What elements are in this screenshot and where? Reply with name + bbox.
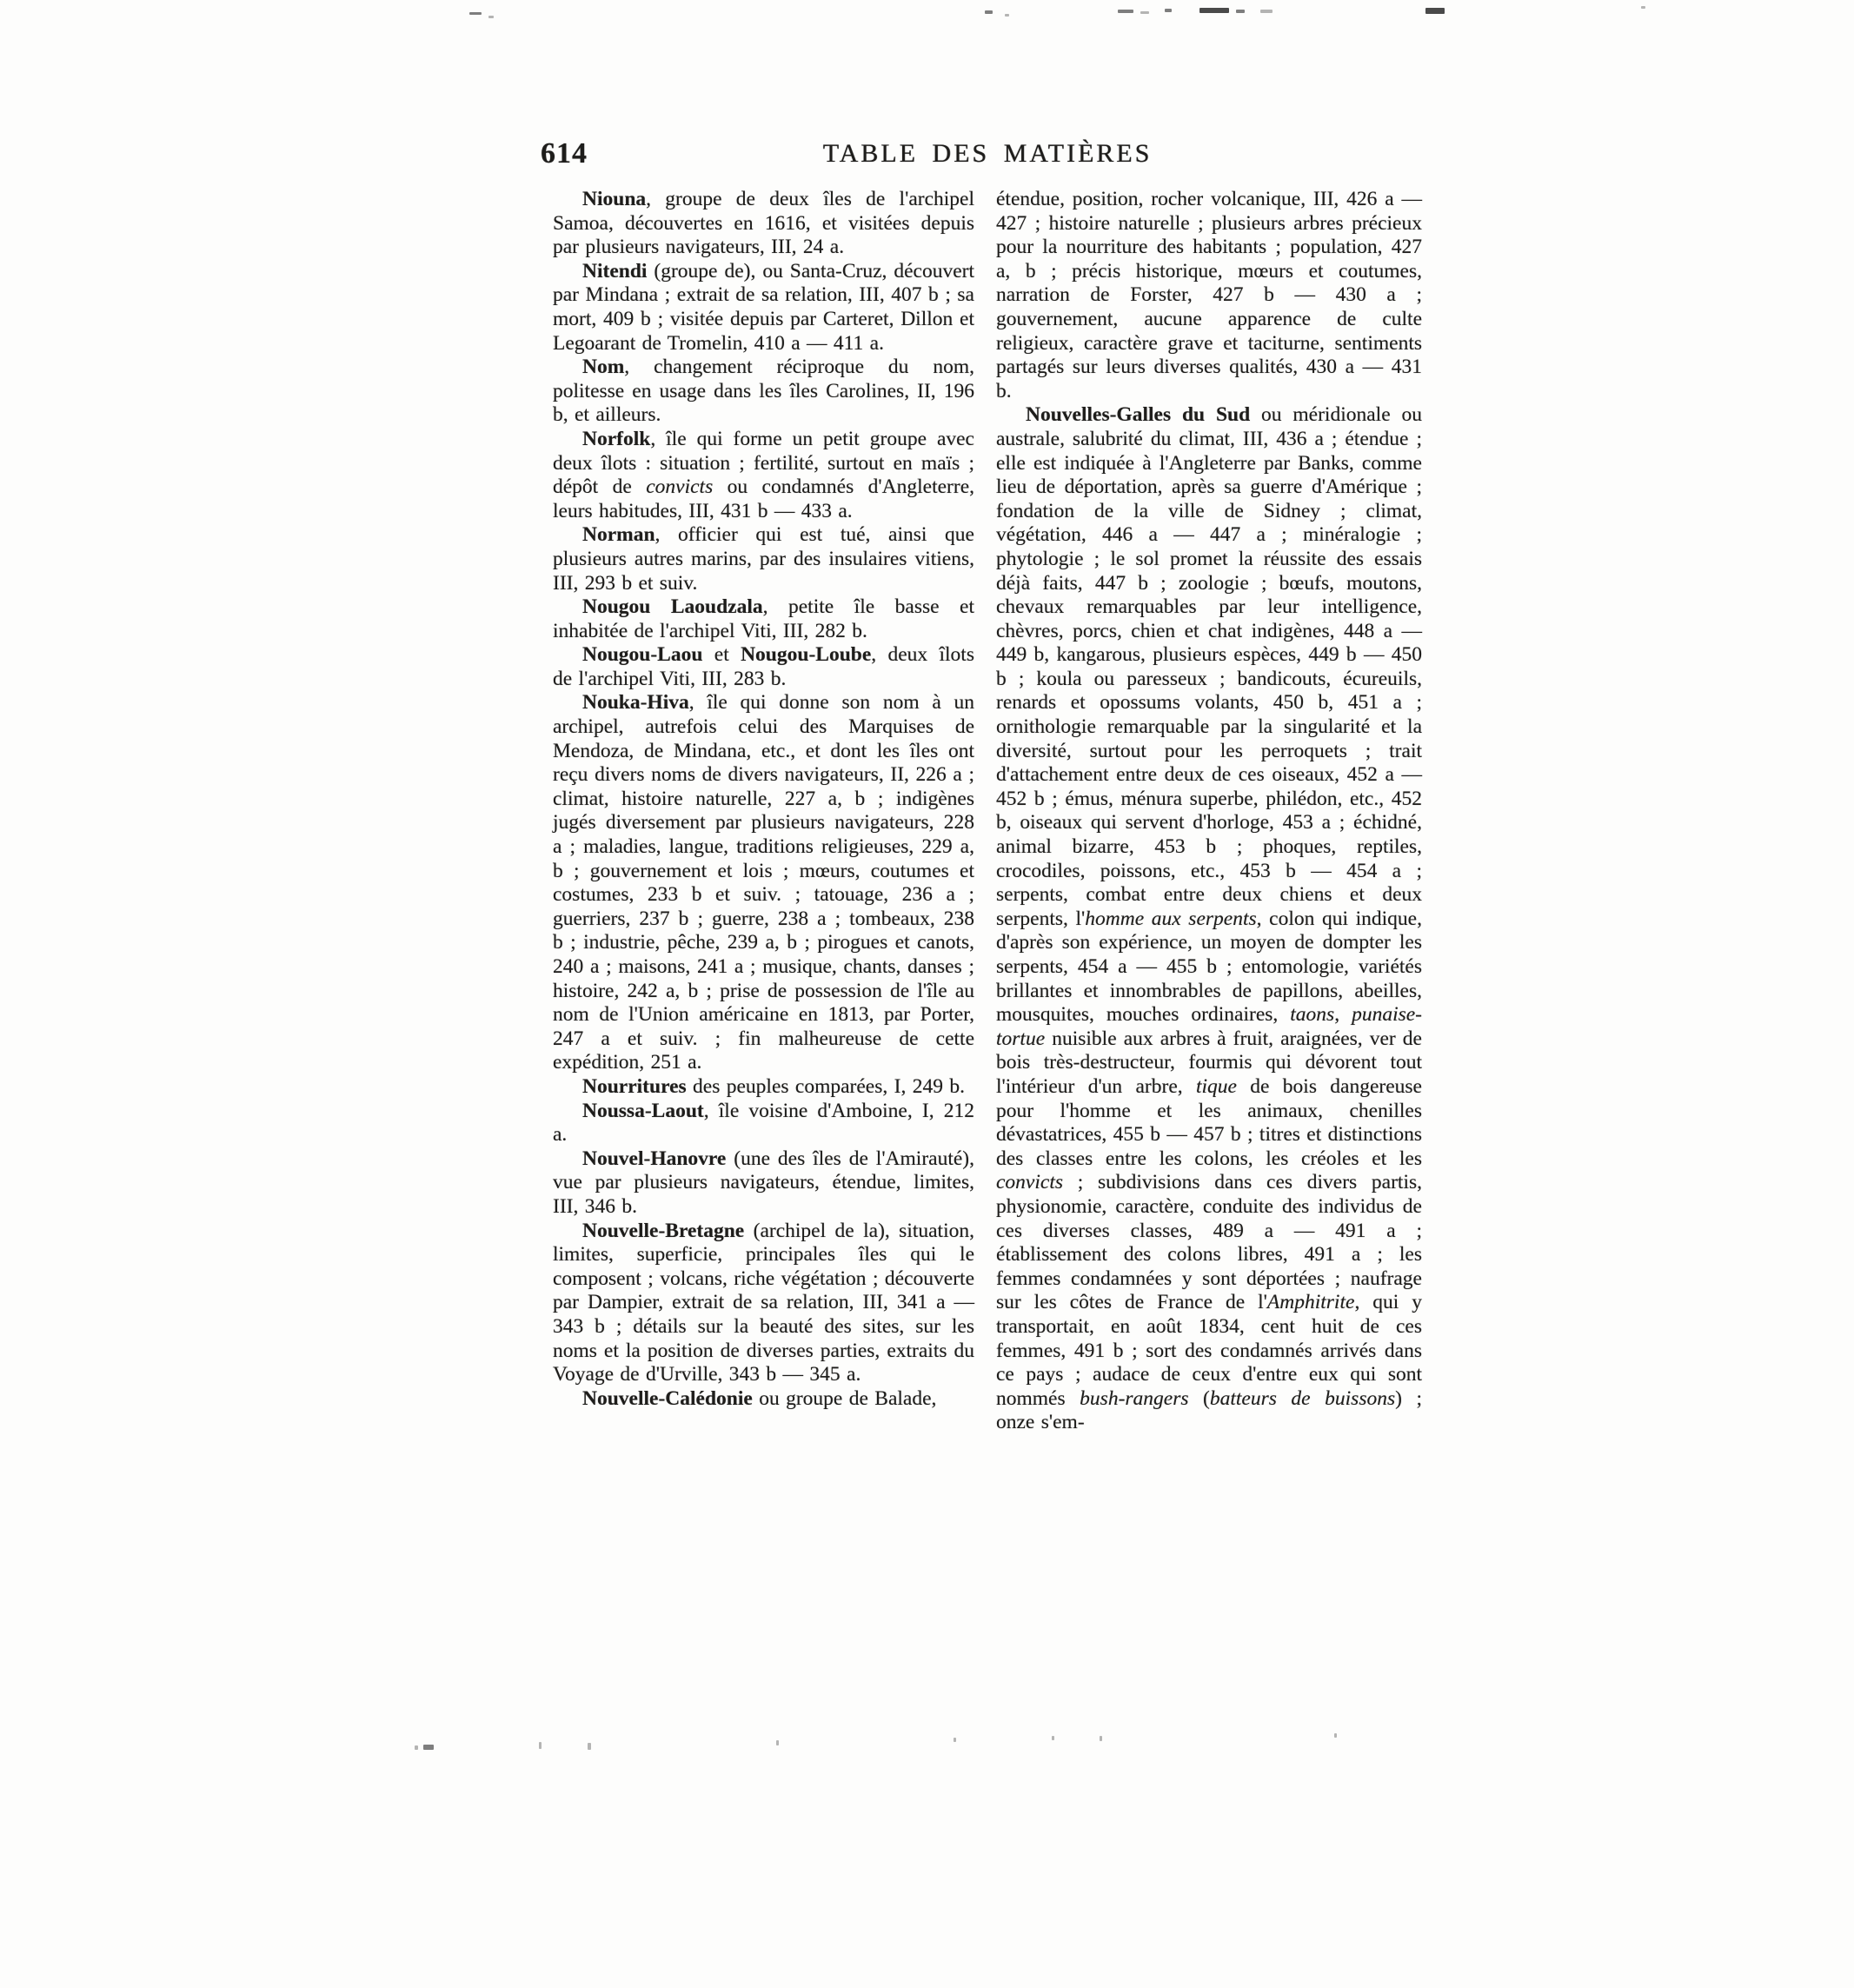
scan-artifact (1100, 1736, 1102, 1741)
entry-headword: Nourritures (582, 1074, 687, 1098)
index-entry (553, 595, 974, 643)
entry-text: , qui y transportait, en août 1834, cent huit de ces femmes, 491 b ; sort des condamnés arrivés dans ce pays ; audace de ceux d'entre eux qui sont nommés (996, 1291, 1423, 1410)
entry-headword: Nom (582, 356, 625, 379)
entry-headword: Nouvelle-Calédonie (582, 1386, 753, 1410)
entry-text: ou groupe de Balade, (752, 1386, 937, 1410)
entry-italic-text: convicts (996, 1171, 1063, 1194)
entry-text: , île qui donne son nom à un archipel, autrefois celui des Marquises de Mendoza, de Mindana, etc., et dont les îles ont reçu divers noms de divers navigateurs, II, 226 a ; climat, histoire naturelle, 227 a, b ; indigènes jugés diversement par plusieurs navigateurs, 228 a ; maladies, langue, traditions religieuses, 229 a, b ; gouvernement et lois ; mœurs, coutumes et costumes, 233 b et suiv. ; tatouage, 236 a ; guerriers, 237 b ; guerre, 238 a ; tombeaux, 238 b ; industrie, pêche, 239 a, b ; pirogues et canots, 240 a ; maisons, 241 a ; musique, chants, danses ; histoire, 242 a, b ; prise de possession de l'île au nom de l'Union américaine en 1813, par Porter, 247 a et suiv. ; fin malheureuse de cette expédition, 251 a. (553, 691, 974, 1074)
scan-artifact (776, 1740, 779, 1745)
entry-text: , colon qui indique, d'après son expérience, un moyen de dompter les serpents, 454 a — 455 b ; entomologie, variétés brillantes et innombrables de papillons, abeilles, mousquites, mouches ordinaires, (996, 907, 1422, 1027)
scan-artifact (1334, 1733, 1337, 1738)
scan-artifact (488, 16, 494, 18)
scan-artifact (1236, 10, 1245, 13)
scan-artifact (1165, 9, 1172, 12)
entry-text: des peuples comparées, I, 249 b. (686, 1074, 965, 1098)
entry-text: nuisible aux arbres à fruit, araignées, ver de bois très-destructeur, fourmis qui dévorent tout l'intérieur d'un arbre, (996, 1027, 1422, 1098)
entry-headword: Nouvel-Hanovre (582, 1147, 727, 1170)
entry-text: ou condamnés d'Angleterre, leurs habitudes, III, 431 b — 433 a. (553, 475, 975, 522)
index-entry (996, 188, 1422, 403)
scan-artifact (1140, 11, 1149, 14)
index-entry (553, 523, 974, 595)
entry-headword: Niouna (582, 188, 647, 210)
scan-artifact (954, 1738, 956, 1742)
scan-artifact (588, 1743, 591, 1750)
entry-text: ( (1188, 1386, 1210, 1410)
entry-text: , changement réciproque du nom, politesse en usage dans les îles Carolines, II, 196 b, et ailleurs. (553, 356, 974, 427)
scan-artifact (1005, 14, 1009, 17)
scan-artifact (539, 1742, 542, 1749)
entry-headword: Nougou Laoudzala (582, 595, 763, 619)
index-entry (553, 1220, 974, 1387)
scan-artifact (423, 1745, 434, 1750)
page-number: 614 (541, 137, 588, 170)
scan-artifact (1118, 10, 1133, 13)
entry-text: , deux îlots de l'archipel Viti, III, 283 b. (553, 643, 974, 690)
entry-text: ; subdivisions dans ces divers partis, physionomie, caractère, conduite des individus de ces diverses classes, 489 a — 491 a ; établissement des colons libres, 491 a ; les femmes condamnées y sont déportées ; naufrage sur les côtes de France de l' (996, 1171, 1422, 1314)
page-header (541, 136, 1422, 177)
entry-text: , officier qui est tué, ainsi que plusieurs autres marins, par des insulaires vitiens, III, 293 b et suiv. (553, 523, 974, 595)
entry-text: , petite île basse et inhabitée de l'archipel Viti, III, 282 b. (553, 595, 974, 642)
index-entry (996, 403, 1422, 1435)
entry-text: ou méridionale ou australe, salubrité du climat, III, 436 a ; étendue ; elle est indiquée à l'Angleterre par Banks, comme lieu de déportation, après sa guerre d'Amérique ; fondation de la ville de Sidney ; climat, végétation, 446 a — 447 a ; minéralogie ; phytologie ; le sol promet la réussite des essais déjà faits, 447 b ; zoologie ; bœufs, moutons, chevaux remarquables par leur intelligence, chèvres, porcs, chien et chat indigènes, 448 a — 449 b, kangarous, plusieurs espèces, 449 b — 450 b ; koula ou paresseux ; bandicouts, écureuils, renards et opossums volants, 450 b, 451 a ; ornithologie remarquable par la singularité et la diversité, surtout pour les perroquets ; trait d'attachement entre deux de ces oiseaux, 452 a — 452 b ; émus, ménura superbe, philédon, etc., 452 b, oiseaux qui servent d'horloge, 453 a ; échidné, animal bizarre, 453 b ; phoques, reptiles, crocodiles, poissons, etc., 453 b — 454 a ; serpents, combat entre deux chiens et deux serpents, l' (996, 403, 1422, 930)
entry-text: , (1334, 1003, 1352, 1027)
left-column (553, 188, 974, 1435)
entry-text: , île qui forme un petit groupe avec deux îlots : situation ; fertilité, surtout en maïs ; dépôt de (553, 427, 974, 499)
entry-italic-text: bush-rangers (1080, 1386, 1189, 1410)
entry-headword: Noussa-Laout (582, 1099, 704, 1122)
entry-headword: Norfolk (582, 427, 651, 450)
entry-headword: Norman (582, 523, 655, 547)
entry-italic-text: taons (1290, 1003, 1335, 1027)
entry-italic-text: tique (1195, 1074, 1237, 1098)
entry-italic-text: convicts (646, 475, 714, 499)
entry-text: (archipel de la), situation, limites, superficie, principales îles qui le composent ; volcans, riche végétation ; découverte par Dampier, extrait de sa relation, III, 341 a — 343 b ; détails sur la beauté des sites, sur les noms et la position de diverses parties, extraits du Voyage de d'Urville, 343 b — 345 a. (553, 1219, 974, 1386)
index-entry (553, 1100, 974, 1147)
entry-italic-text: homme aux serpents (1085, 907, 1257, 930)
scan-artifact (1641, 6, 1645, 9)
index-entry (553, 1387, 974, 1412)
scan-artifact (1260, 10, 1273, 13)
index-entry (553, 643, 974, 691)
entry-headword: Nouka-Hiva (582, 691, 689, 715)
scan-artifact (469, 12, 482, 15)
index-entry (553, 1075, 974, 1100)
index-text-block (553, 188, 1422, 1435)
page-title: TABLE DES MATIÈRES (822, 139, 1153, 168)
entry-italic-text: batteurs de buissons (1209, 1386, 1396, 1410)
entry-text: (une des îles de l'Amirauté), vue par plusieurs navigateurs, étendue, limites, III, 346 b. (553, 1147, 974, 1218)
index-entry (553, 260, 974, 356)
entry-text: , groupe de deux îles de l'archipel Samoa, découvertes en 1616, et visitées depuis par plusieurs navigateurs, III, 24 a. (553, 188, 974, 259)
entry-text: ) ; onze s'em- (996, 1386, 1422, 1434)
entry-headword: Nitendi (582, 259, 648, 283)
entry-headword: Nouvelle-Bretagne (582, 1219, 745, 1242)
entry-headword: Nouvelles-Galles du Sud (1026, 403, 1251, 427)
scan-artifact (1052, 1736, 1054, 1740)
scan-artifact (985, 10, 993, 14)
entry-text: étendue, position, rocher volcanique, III, 426 a — 427 ; histoire naturelle ; plusieurs arbres précieux pour la nourriture des habitants ; population, 427 a, b ; précis historique, mœurs et coutumes, narration de Forster, 427 b — 430 a ; gouvernement, aucune apparence de culte religieux, caractère grave et taciturne, sentiments partagés sur leurs diverses qualités, 430 a — 431 b. (996, 188, 1422, 402)
index-entry (553, 356, 974, 428)
scan-artifact (1199, 8, 1229, 13)
scan-artifact (1425, 8, 1445, 14)
index-entry (553, 1147, 974, 1220)
entry-text: (groupe de), ou Santa-Cruz, découvert par Mindana ; extrait de sa relation, III, 407 b ; sa mort, 409 b ; visitée depuis par Carteret, Dillon et Legoarant de Tromelin, 410 a — 411 a. (553, 259, 974, 355)
entry-text: et (702, 643, 741, 667)
entry-italic-text: Amphitrite (1266, 1291, 1355, 1314)
index-entry (553, 428, 974, 523)
entry-text: de bois dangereuse pour l'homme et les animaux, chenilles dévastatrices, 455 b — 457 b ; titres et distinctions des classes entre les colons, les créoles et les (996, 1074, 1422, 1170)
entry-headword: Nougou-Laou (582, 643, 703, 667)
entry-headword: Nougou-Loube (741, 643, 872, 667)
index-entry (553, 691, 974, 1075)
index-entry (553, 188, 974, 260)
right-column (996, 188, 1422, 1435)
entry-italic-text: punaise-tortue (996, 1003, 1422, 1050)
entry-text: , île voisine d'Amboine, I, 212 a. (553, 1099, 974, 1147)
scan-artifact (415, 1745, 418, 1750)
